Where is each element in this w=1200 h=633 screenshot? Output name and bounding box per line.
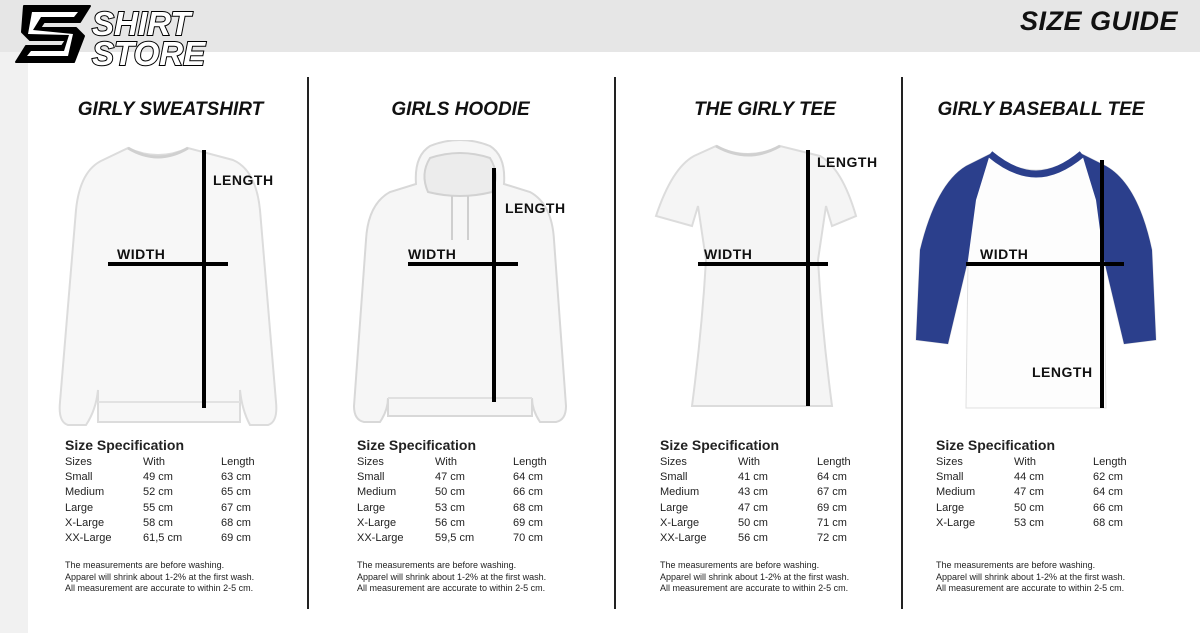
table-row	[357, 531, 573, 546]
size-spec-table	[936, 455, 1153, 531]
note-line: All measurement are accurate to within 2-5 cm.	[357, 583, 546, 593]
table-row	[660, 516, 877, 531]
table-row	[660, 485, 877, 500]
length-cell: 64 cm	[513, 471, 543, 484]
length-cell: 70 cm	[513, 532, 543, 545]
width-cell: 53 cm	[1014, 516, 1044, 529]
size-cell: Large	[936, 501, 965, 514]
header-with: With	[143, 456, 165, 468]
size-cell: XX-Large	[660, 532, 707, 545]
width-label: WIDTH	[704, 246, 753, 262]
header-length: Length	[513, 456, 547, 468]
measurement-notes	[936, 560, 1125, 595]
width-cell: 50 cm	[435, 486, 465, 499]
header-length: Length	[817, 456, 851, 468]
table-row	[660, 470, 877, 485]
product-column-tee	[620, 0, 910, 633]
width-cell: 47 cm	[435, 471, 465, 484]
length-label: LENGTH	[1032, 364, 1093, 380]
note-line: Apparel will shrink about 1-2% at the first wash.	[660, 571, 850, 582]
size-cell: X-Large	[357, 516, 397, 529]
width-cell: 47 cm	[1014, 486, 1044, 499]
width-cell: 55 cm	[143, 501, 173, 514]
note-line: Apparel will shrink about 1-2% at the first wash.	[357, 571, 547, 582]
length-label: LENGTH	[505, 200, 566, 216]
width-cell: 47 cm	[738, 501, 768, 514]
table-header-row	[660, 455, 877, 470]
size-cell: X-Large	[936, 516, 976, 529]
header-with: With	[435, 456, 457, 468]
note-line: The measurements are before washing.	[660, 560, 820, 570]
length-cell: 68 cm	[1093, 516, 1123, 529]
table-row	[660, 501, 877, 516]
header-length: Length	[221, 456, 255, 468]
size-cell: X-Large	[65, 516, 105, 529]
length-cell: 68 cm	[513, 501, 543, 514]
table-row	[357, 516, 573, 531]
table-row	[357, 470, 573, 485]
table-row	[936, 501, 1153, 516]
header-with: With	[738, 456, 760, 468]
spec-title: Size Specification	[936, 437, 1056, 453]
width-cell: 44 cm	[1014, 471, 1044, 484]
table-header-row	[936, 455, 1153, 470]
header-sizes: Sizes	[357, 456, 384, 468]
size-cell: Large	[357, 501, 386, 514]
table-row	[65, 501, 281, 516]
note-line: All measurement are accurate to within 2-5 cm.	[660, 583, 849, 593]
table-row	[357, 485, 573, 500]
table-row	[936, 485, 1153, 500]
header-sizes: Sizes	[65, 456, 92, 468]
size-cell: Medium	[357, 486, 397, 499]
product-title: GIRLY SWEATSHIRT	[77, 99, 264, 120]
size-cell: XX-Large	[357, 532, 404, 545]
length-cell: 66 cm	[1093, 501, 1123, 514]
width-cell: 43 cm	[738, 486, 768, 499]
width-cell: 53 cm	[435, 501, 465, 514]
table-row	[65, 470, 281, 485]
width-label: WIDTH	[980, 246, 1029, 262]
table-header-row	[65, 455, 281, 470]
width-cell: 56 cm	[435, 516, 465, 529]
table-row	[660, 531, 877, 546]
measurement-notes	[357, 560, 546, 595]
page-title: SIZE GUIDE	[1019, 6, 1178, 36]
table-row	[936, 516, 1153, 531]
length-cell: 66 cm	[513, 486, 543, 499]
note-line: The measurements are before washing.	[65, 560, 225, 570]
spec-title: Size Specification	[357, 437, 477, 453]
note-line: The measurements are before washing.	[936, 560, 1096, 570]
size-spec-table	[357, 455, 573, 546]
product-title: THE GIRLY TEE	[694, 99, 836, 120]
measurement-notes	[660, 560, 849, 595]
length-cell: 69 cm	[817, 501, 847, 514]
product-title: GIRLY BASEBALL TEE	[937, 99, 1145, 120]
length-cell: 62 cm	[1093, 471, 1123, 484]
header-length: Length	[1093, 456, 1127, 468]
spec-title: Size Specification	[65, 437, 185, 453]
size-cell: Small	[660, 471, 688, 484]
length-cell: 64 cm	[1093, 486, 1123, 499]
size-cell: Small	[936, 471, 964, 484]
length-label: LENGTH	[817, 154, 878, 170]
width-label: WIDTH	[408, 246, 457, 262]
size-spec-table	[660, 455, 877, 546]
spec-title: Size Specification	[660, 437, 780, 453]
header-with: With	[1014, 456, 1036, 468]
note-line: The measurements are before washing.	[357, 560, 517, 570]
width-cell: 58 cm	[143, 516, 173, 529]
baseball-tee-image	[906, 140, 1196, 430]
table-row	[936, 470, 1153, 485]
length-cell: 72 cm	[817, 532, 847, 545]
width-cell: 52 cm	[143, 486, 173, 499]
width-cell: 56 cm	[738, 532, 768, 545]
measurement-notes	[65, 560, 254, 595]
size-spec-table	[65, 455, 281, 546]
width-cell: 50 cm	[738, 516, 768, 529]
tee-image	[620, 140, 910, 430]
width-cell: 50 cm	[1014, 501, 1044, 514]
size-cell: Large	[65, 501, 94, 514]
product-column-hoodie	[318, 0, 608, 633]
product-column-sweatshirt	[28, 0, 318, 633]
width-cell: 59,5 cm	[435, 532, 475, 545]
length-cell: 69 cm	[221, 532, 251, 545]
width-cell: 49 cm	[143, 471, 173, 484]
table-row	[65, 516, 281, 531]
table-row	[65, 485, 281, 500]
product-title: GIRLS HOODIE	[391, 99, 530, 120]
size-cell: Large	[660, 501, 689, 514]
size-cell: X-Large	[660, 516, 700, 529]
size-cell: Medium	[936, 486, 976, 499]
table-header-row	[357, 455, 573, 470]
width-cell: 41 cm	[738, 471, 768, 484]
hoodie-image	[318, 140, 608, 430]
note-line: All measurement are accurate to within 2-5 cm.	[936, 583, 1125, 593]
size-cell: Medium	[65, 486, 105, 499]
sweatshirt-image	[28, 140, 318, 430]
length-cell: 67 cm	[221, 501, 251, 514]
product-column-baseball-tee	[906, 0, 1196, 633]
note-line: Apparel will shrink about 1-2% at the first wash.	[65, 571, 255, 582]
note-line: Apparel will shrink about 1-2% at the first wash.	[936, 571, 1126, 582]
size-cell: Small	[357, 471, 385, 484]
header-sizes: Sizes	[936, 456, 963, 468]
length-cell: 63 cm	[221, 471, 251, 484]
header-sizes: Sizes	[660, 456, 687, 468]
length-label: LENGTH	[213, 172, 274, 188]
column-divider	[614, 77, 616, 609]
width-cell: 61,5 cm	[143, 532, 183, 545]
table-row	[357, 501, 573, 516]
table-row	[65, 531, 281, 546]
length-cell: 67 cm	[817, 486, 847, 499]
length-cell: 69 cm	[513, 516, 543, 529]
size-cell: Small	[65, 471, 93, 484]
length-cell: 68 cm	[221, 516, 251, 529]
length-cell: 65 cm	[221, 486, 251, 499]
logo-text-shirt: SHIRT	[92, 5, 191, 42]
length-cell: 71 cm	[817, 516, 847, 529]
size-cell: XX-Large	[65, 532, 112, 545]
length-cell: 64 cm	[817, 471, 847, 484]
note-line: All measurement are accurate to within 2-5 cm.	[65, 583, 254, 593]
width-label: WIDTH	[117, 246, 166, 262]
logo-text-store: STORE	[92, 35, 206, 72]
size-cell: Medium	[660, 486, 700, 499]
